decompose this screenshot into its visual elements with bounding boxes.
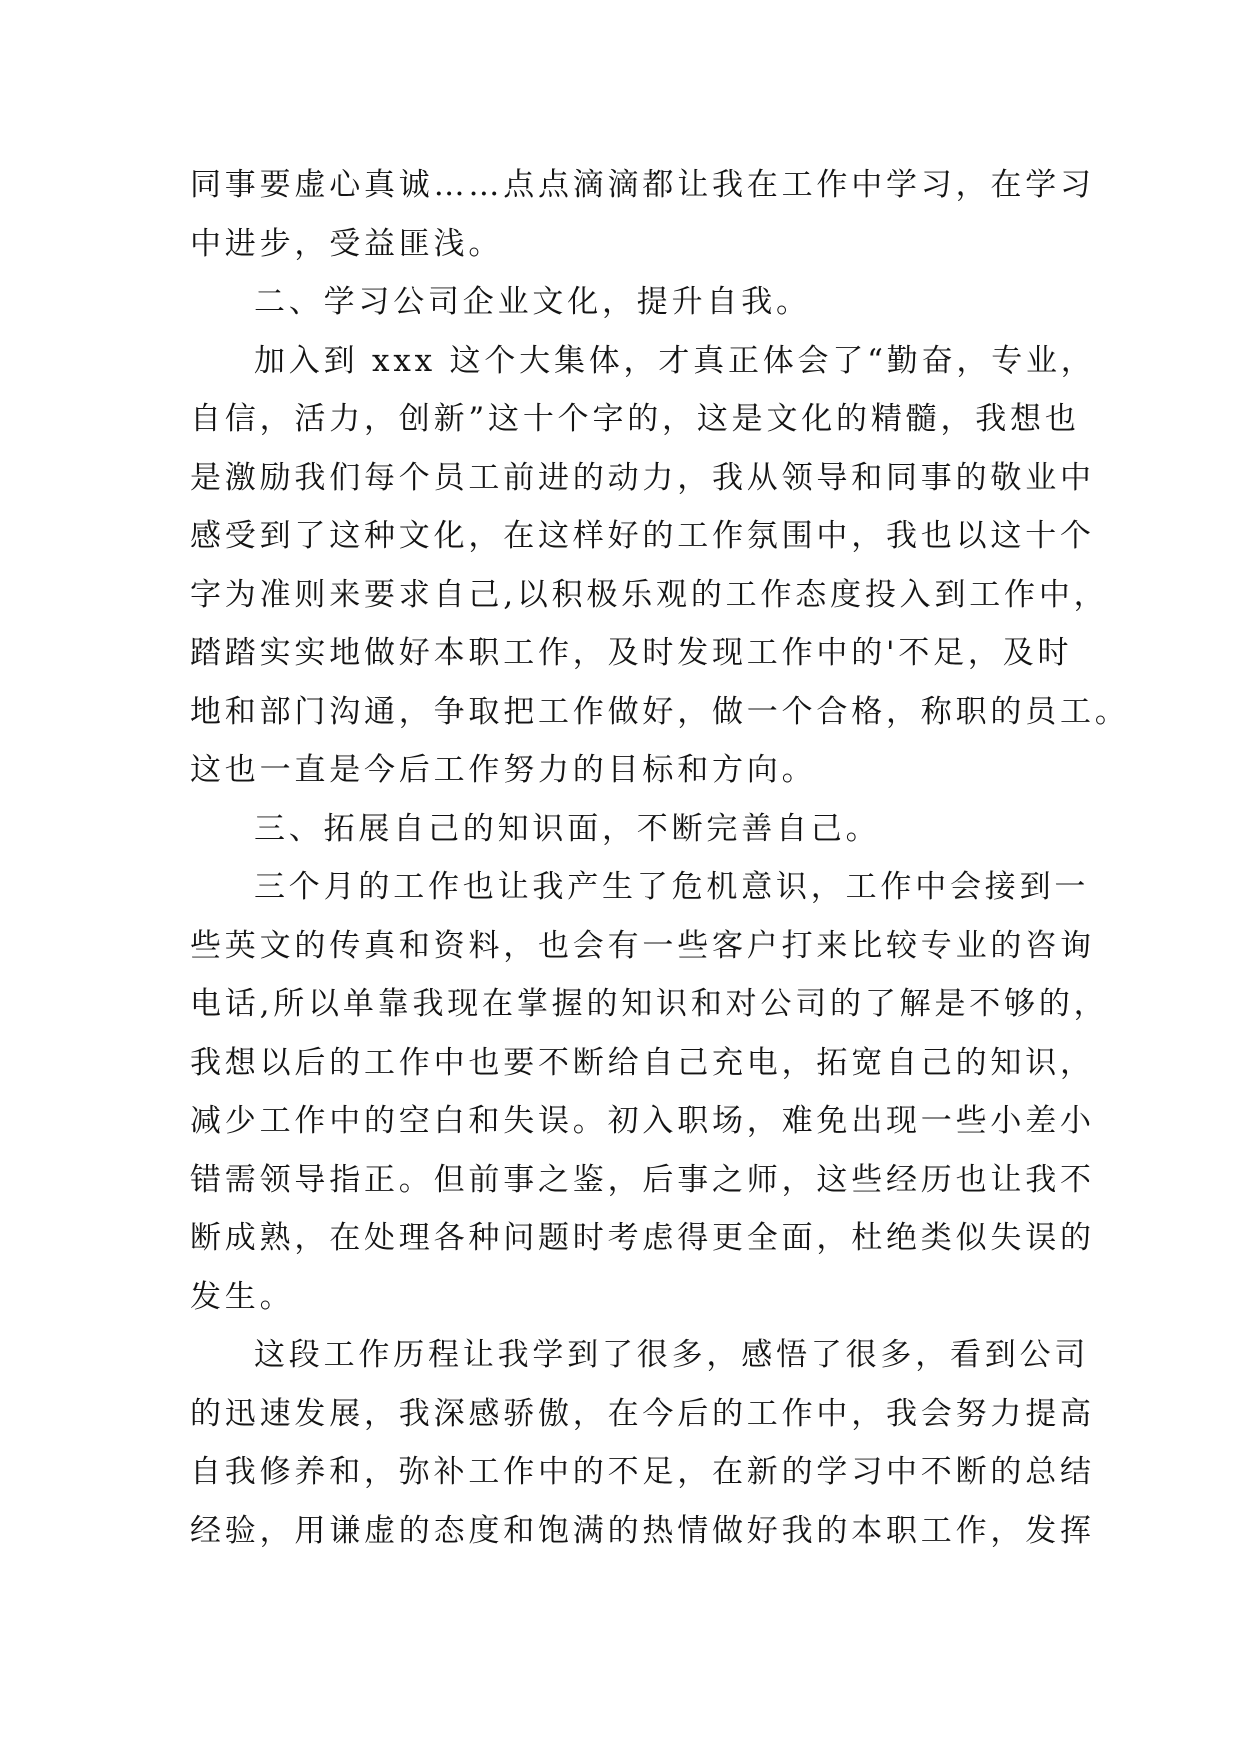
text-line: 的迅速发展，我深感骄傲，在今后的工作中，我会努力提高 (190, 1395, 1095, 1432)
text-line: 三个月的工作也让我产生了危机意识，工作中会接到一 (254, 869, 1090, 905)
text-line: 踏踏实实地做好本职工作，及时发现工作中的'不足，及时 (190, 635, 1073, 671)
text-line: 经验，用谦虚的态度和饱满的热情做好我的本职工作，发挥 (190, 1512, 1095, 1549)
text-line: 中进步，受益匪浅。 (190, 225, 504, 262)
text-line: 自信，活力，创新”这十个字的，这是文化的精髓，我想也 (190, 401, 1080, 437)
section-heading: 三、拓展自己的知识面，不断完善自己。 (254, 810, 881, 847)
text-line: 是激励我们每个员工前进的动力，我从领导和同事的敬业中 (190, 459, 1095, 496)
text-line: 发生。 (190, 1278, 295, 1315)
document-body (190, 156, 1130, 1560)
text-line: 自我修养和，弥补工作中的不足，在新的学习中不断的总结 (190, 1454, 1095, 1490)
text-line: 地和部门沟通，争取把工作做好，做一个合格，称职的员工。 (190, 693, 1130, 730)
text-line: 这段工作历程让我学到了很多，感悟了很多，看到公司 (254, 1337, 1090, 1373)
text-line: 错需领导指正。但前事之鉴，后事之师，这些经历也让我不 (190, 1161, 1095, 1198)
text-line: 这也一直是今后工作努力的目标和方向。 (190, 752, 817, 788)
text-line: 电话,所以单靠我现在掌握的知识和对公司的了解是不够的， (190, 986, 1109, 1022)
text-line: 我想以后的工作中也要不断给自己充电，拓宽自己的知识， (190, 1044, 1095, 1081)
text-line: 感受到了这种文化，在这样好的工作氛围中，我也以这十个 (190, 518, 1095, 554)
section-heading: 二、学习公司企业文化，提升自我。 (254, 284, 811, 320)
text-line: 减少工作中的空白和失误。初入职场，难免出现一些小差小 (190, 1103, 1095, 1139)
text-line: 字为准则来要求自己,以积极乐观的工作态度投入到工作中， (190, 576, 1109, 613)
text-line: 加入到 xxx 这个大集体，才真正体会了“勤奋，专业， (254, 342, 1096, 379)
text-line: 断成熟，在处理各种问题时考虑得更全面，杜绝类似失误的 (190, 1220, 1095, 1256)
text-line: 同事要虚心真诚……点点滴滴都让我在工作中学习，在学习 (190, 167, 1095, 203)
text-line: 些英文的传真和资料，也会有一些客户打来比较专业的咨询 (190, 927, 1095, 964)
